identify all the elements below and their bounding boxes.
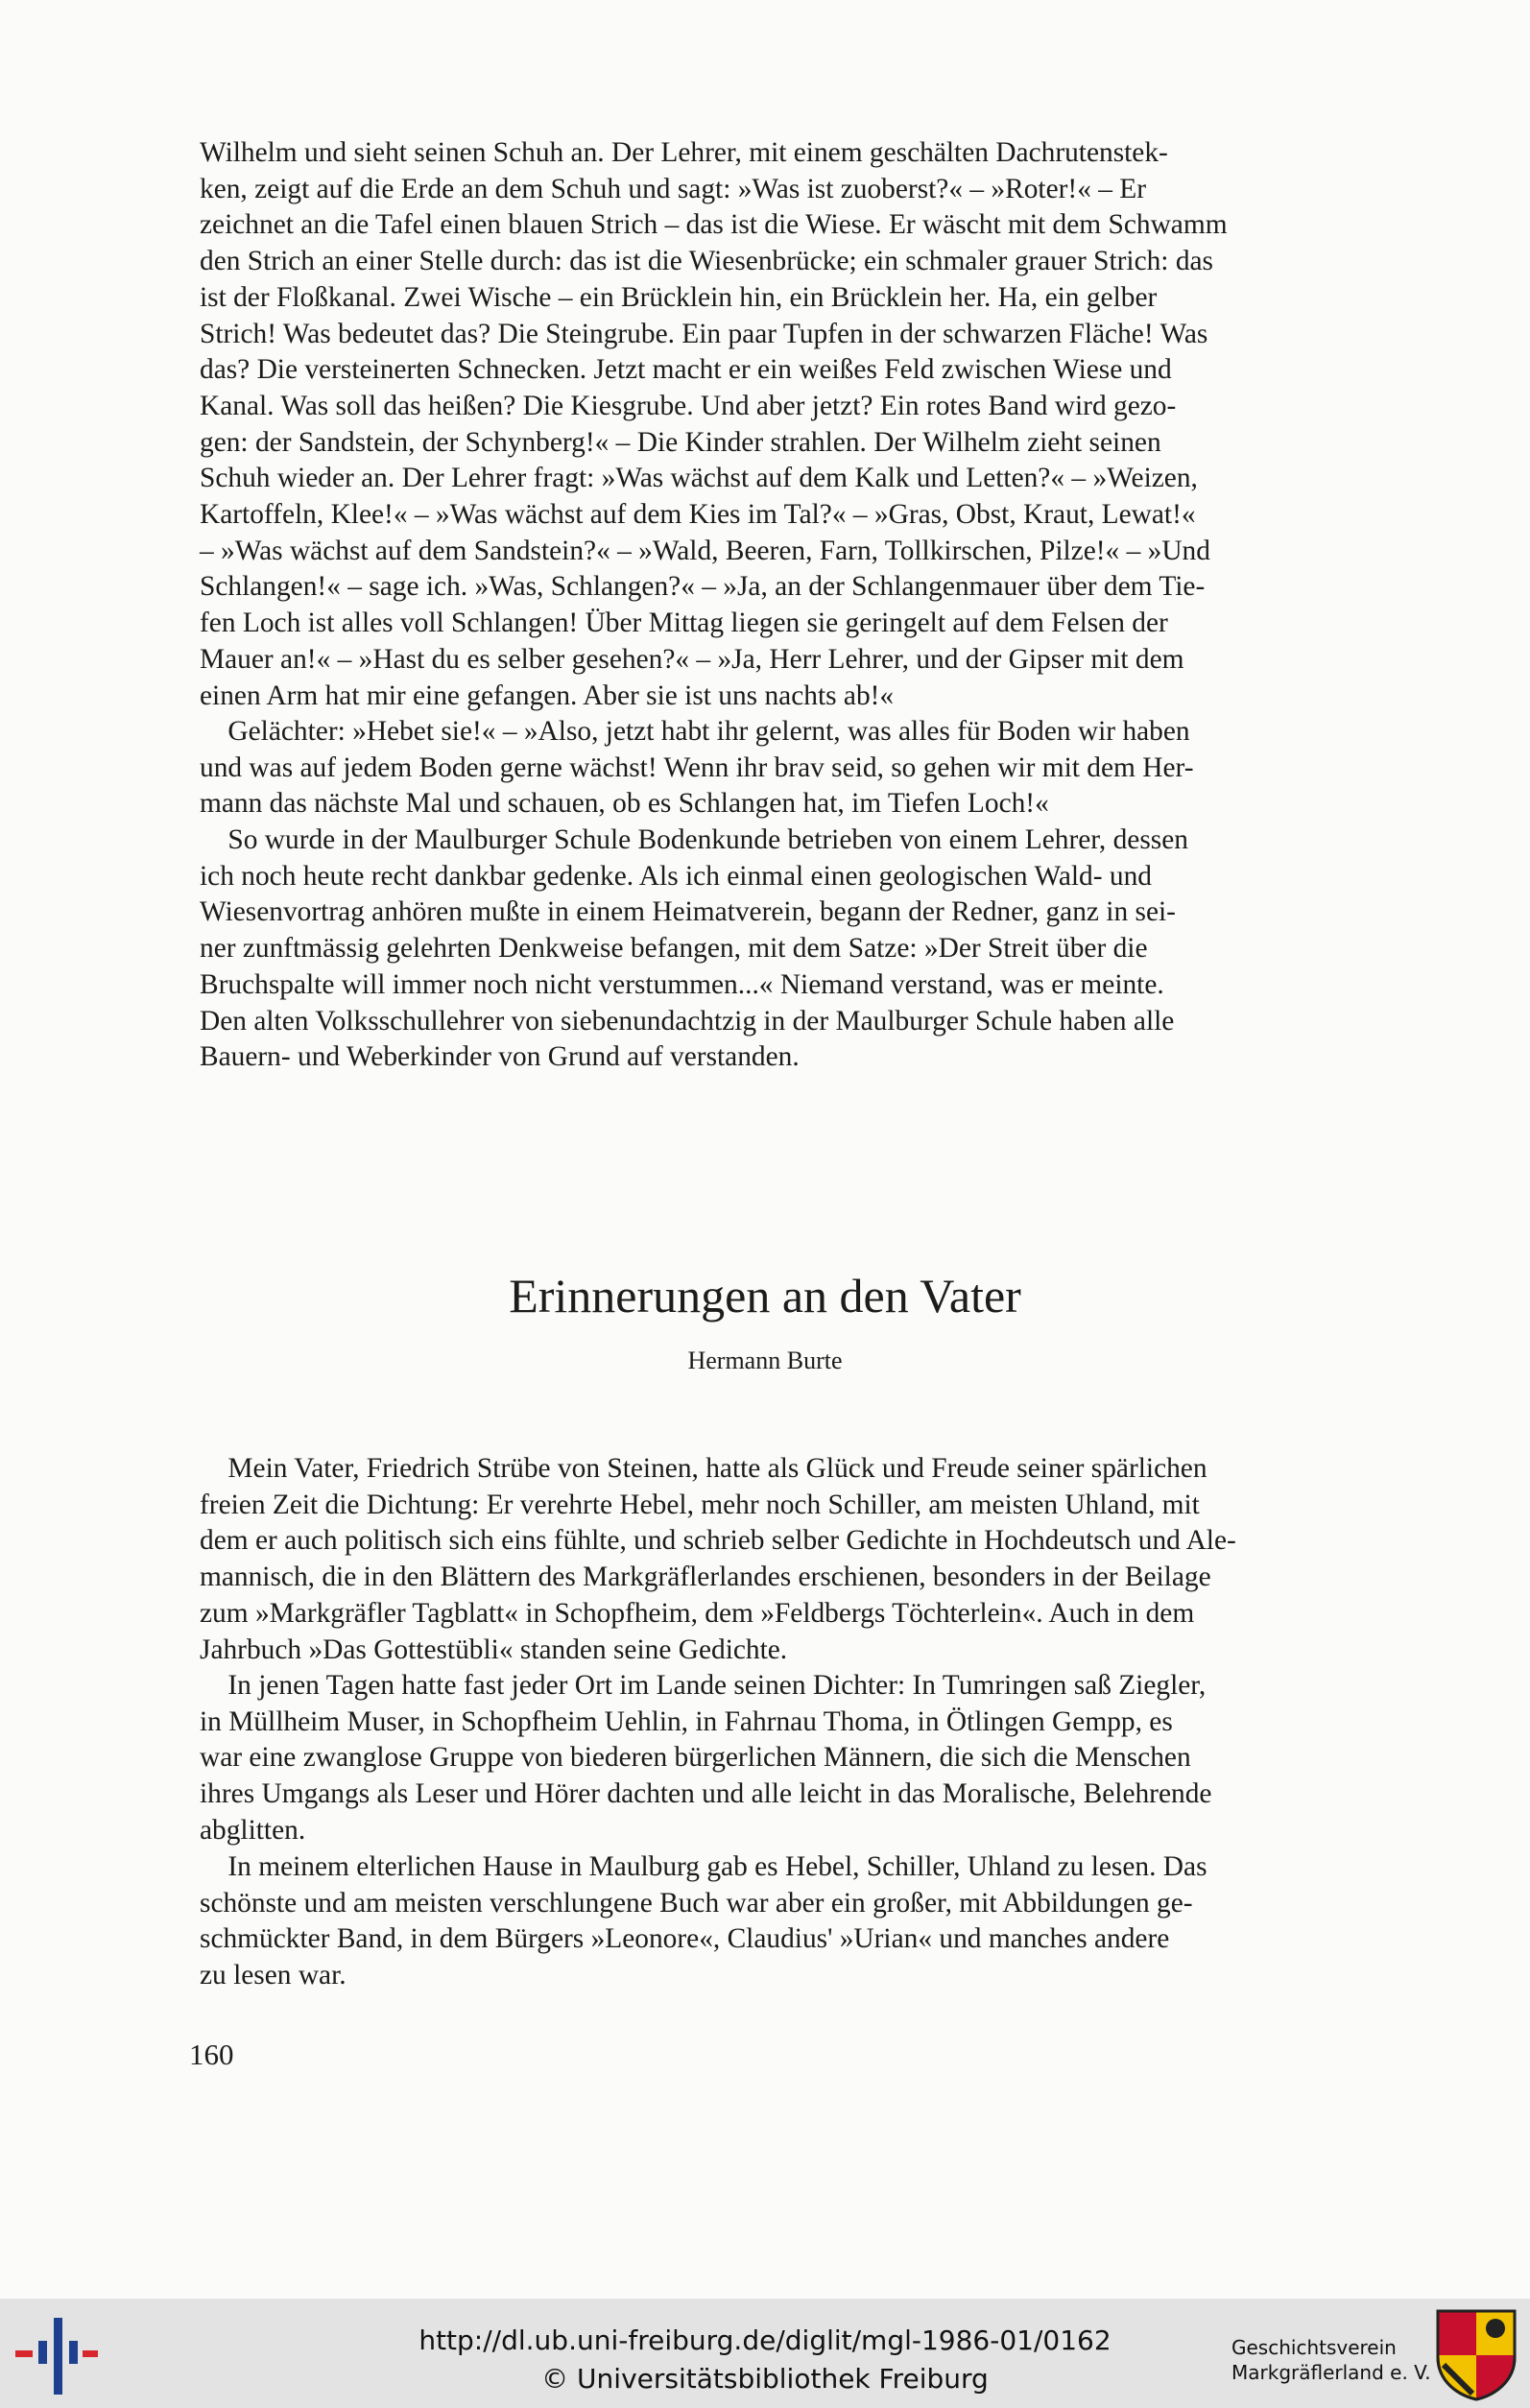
copyright-notice: © Universitätsbibliothek Freiburg [541,2363,989,2395]
publisher-name-line1: Geschichtsverein [1231,2336,1397,2359]
footer-bar [0,2299,1530,2408]
source-url-link[interactable]: http://dl.ub.uni-freiburg.de/diglit/mgl-1986-01/0162 [418,2325,1112,2356]
paragraph: Mein Vater, Friedrich Strübe von Steinen, hatte als Glück und Freude seiner spärlichen freien Zeit die Dichtung: Er verehrte Hebel, mehr noch Schiller, am meisten Uhland, mit dem er auch politisch sich eins fühlte, und schrieb selber Gedichte in Hochdeutsch und Ale- mannisch, die in den Blättern des Markgräflerlandes erschienen, besonders in der Beilage zum »Markgräfler Tagblatt« in Schopfheim, dem »Feldbergs Töchterlein«. Auch in dem Jahrbuch »Das Gottestübli« standen seine Gedichte. [200,1453,1236,1665]
geschichtsverein-crest-icon [1434,2307,1518,2401]
paragraph: Wilhelm und sieht seinen Schuh an. Der Lehrer, mit einem geschälten Dachrutenstek- ken, zeigt auf die Erde an dem Schuh und sagt: »Was ist zuoberst?« – »Roter!« – Er zeichnet an die Tafel einen blauen Strich – das ist die Wiese. Er wäscht mit dem Schwamm den Strich an einer Stelle durch: das ist die Wiesenbrücke; ein schmaler grauer Strich: das ist der Floßkanal. Zwei Wische – ein Brücklein hin, ein Brücklein her. Ha, ein gelber Strich! Was bedeutet das? Die Steingrube. Ein paar Tupfen in der schwarzen Fläche! Was das? Die versteinerten Schnecken. Jetzt macht er ein weißes Feld zwischen Wiese und Kanal. Was soll das heißen? Die Kiesgrube. Und aber jetzt? Ein rotes Band wird gezo- gen: der Sandstein, der Schynberg!« – Die Kinder strahlen. Der Wilhelm zieht seinen Schuh wieder an. Der Lehrer fragt: »Was wächst auf dem Kalk und Letten?« – »Weizen, Kartoffeln, Klee!« – »Was wächst auf dem Kies im Tal?« – »Gras, Obst, Kraut, Lewat!« – »Was wächst auf dem Sandstein?« – »Wald, Beeren, Farn, Tollkirschen, Pilze!« – »Und Schlangen!« – sage ich. »Was, Schlangen?« – »Ja, an der Schlangenmauer über dem Tie- fen Loch ist alles voll Schlangen! Über Mittag liegen sie geringelt auf dem Felsen der Mauer an!« – »Hast du es selber gesehen?« – »Ja, Herr Lehrer, und der Gipser mit dem einen Arm hat mir eine gefangen. Aber sie ist uns nachts ab!« [200,137,1228,711]
chapter-author: Hermann Burte [687,1347,843,1374]
page-number: 160 [189,2038,234,2071]
paragraph: So wurde in der Maulburger Schule Bodenkunde betrieben von einem Lehrer, dessen ich noch heute recht dankbar gedenke. Als ich einmal einen geologischen Wald- und Wiesenvortrag anhören mußte in einem Heimatverein, begann der Redner, ganz in sei- ner zunftmässig gelehrten Denkweise befangen, mit dem Satze: »Der Streit über die Bruchspalte will immer noch nicht verstummen...« Niemand verstand, was er meinte. Den alten Volksschullehrer von siebenundachtzig in der Maulburger Schule haben alle Bauern- und Weberkinder von Grund auf verstanden. [200,824,1188,1073]
paragraph: In meinem elterlichen Hause in Maulburg gab es Hebel, Schiller, Uhland zu lesen. Das schönste und am meisten verschlungene Buch war aber ein großer, mit Abbildungen ge- schmückter Band, in dem Bürgers »Leonore«, Claudius' »Urian« und manches andere zu lesen war. [200,1851,1207,1991]
publisher-name [1231,2335,1431,2385]
chapter-title: Erinnerungen an den Vater [509,1269,1021,1323]
publisher-name-line2: Markgräflerland e. V. [1231,2361,1431,2384]
paragraph: In jenen Tagen hatte fast jeder Ort im Lande seinen Dichter: In Tumringen saß Ziegler, in Müllheim Muser, in Schopfheim Uehlin, in Fahrnau Thoma, in Ötlingen Gempp, es war eine zwanglose Gruppe von biederen bürgerlichen Männern, die sich die Menschen ihres Umgangs als Leser und Hörer dachten und alle leicht in das Moralische, Belehrende abglitten. [200,1670,1212,1846]
paragraph: Gelächter: »Hebet sie!« – »Also, jetzt habt ihr gelernt, was alles für Boden wir haben und was auf jedem Boden gerne wächst! Wenn ihr brav seid, so gehen wir mit dem Her- mann das nächste Mal und schauen, ob es Schlangen hat, im Tiefen Loch!« [200,716,1194,820]
